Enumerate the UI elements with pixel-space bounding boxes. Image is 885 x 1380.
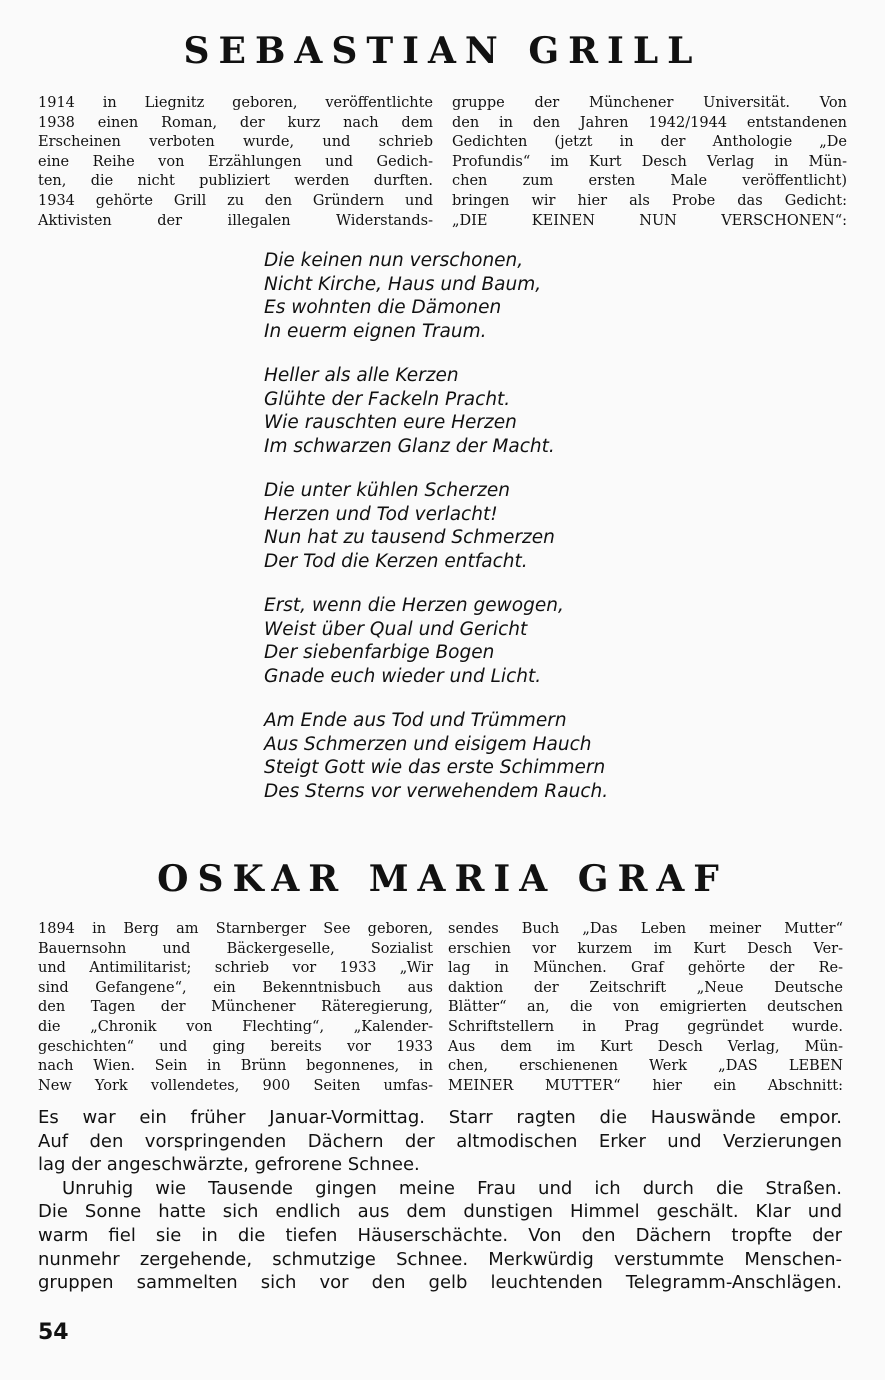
poem-line: Die unter kühlen Scherzen	[264, 480, 510, 501]
bio-line: erschien vor kurzem im Kurt Desch Ver-	[448, 940, 843, 957]
bio-line: chen, erschienenen Werk „DAS LEBEN	[448, 1058, 843, 1075]
bio-line: sendes Buch „Das Leben meiner Mutter“	[448, 921, 843, 937]
poem-stanza	[264, 594, 684, 688]
prose-line: nunmehr zergehende, schmutzige Schnee. Merkwürdig verstummte Menschen-	[38, 1248, 842, 1270]
poem-line: Die keinen nun verschonen,	[264, 250, 524, 271]
bio-left-column	[38, 920, 433, 1096]
bio-right-column	[452, 94, 847, 231]
bio-line: chen zum ersten Male veröffentlicht)	[452, 173, 847, 190]
bio-line: ten, die nicht publiziert werden durften.	[38, 173, 433, 190]
bio-line: Erscheinen verboten wurde, und schrieb	[38, 134, 433, 151]
prose-line: warm fiel sie in die tiefen Häuserschächte. Von den Dächern tropfte der	[38, 1224, 842, 1246]
bio-line: sind Gefangene“, ein Bekenntnisbuch aus	[38, 979, 433, 996]
bio-line: geschichten“ und ging bereits vor 1933	[38, 1038, 433, 1055]
bio-line: 1938 einen Roman, der kurz nach dem	[38, 114, 433, 131]
poem	[264, 249, 684, 824]
bio-line: eine Reihe von Erzählungen und Gedich-	[38, 153, 433, 170]
poem-line: Nun hat zu tausend Schmerzen	[264, 527, 555, 548]
bio-line: 1894 in Berg am Starnberger See geboren,	[38, 921, 433, 937]
prose-line: Die Sonne hatte sich endlich aus dem dunstigen Himmel geschält. Klar und	[38, 1201, 842, 1223]
poem-line: Es wohnten die Dämonen	[264, 297, 502, 318]
bio-line: gruppe der Münchener Universität. Von	[452, 95, 847, 111]
poem-line: Heller als alle Kerzen	[264, 365, 459, 386]
poem-line: Am Ende aus Tod und Trümmern	[264, 710, 567, 731]
poem-line: In euerm eignen Traum.	[264, 320, 487, 342]
poem-line: Glühte der Fackeln Pracht.	[264, 388, 511, 410]
bio-line: nach Wien. Sein in Brünn begonnenes, in	[38, 1058, 433, 1075]
poem-line: Der siebenfarbige Bogen	[264, 642, 495, 663]
poem-line: Steigt Gott wie das erste Schimmern	[264, 757, 606, 778]
poem-stanza	[264, 249, 684, 343]
bio-line: Aus dem im Kurt Desch Verlag, Mün-	[448, 1038, 843, 1055]
prose-line: lag der angeschwärzte, gefrorene Schnee.	[38, 1154, 420, 1176]
poem-stanza	[264, 364, 684, 458]
bio-right-column	[448, 920, 843, 1096]
bio-line: New York vollendetes, 900 Seiten umfas-	[38, 1077, 433, 1094]
author-heading-graf: OSKAR MARIA GRAF	[157, 858, 728, 900]
poem-line: Der Tod die Kerzen entfacht.	[264, 550, 528, 572]
bio-left-column	[38, 94, 433, 231]
bio-line: daktion der Zeitschrift „Neue Deutsche	[448, 979, 843, 996]
poem-stanza	[264, 479, 684, 573]
bio-line: Aktivisten der illegalen Widerstands-	[38, 212, 433, 229]
poem-line: Weist über Qual und Gericht	[264, 618, 528, 640]
author-bio-graf	[38, 920, 843, 1096]
bio-line: bringen wir hier als Probe das Gedicht:	[452, 192, 847, 209]
prose-line: Unruhig wie Tausende gingen meine Frau und ich durch die Straßen.	[62, 1177, 842, 1199]
bio-line: lag in München. Graf gehörte der Re-	[448, 960, 843, 977]
bio-line: und Antimilitarist; schrieb vor 1933 „Wir	[38, 960, 433, 977]
prose-line: Auf den vorspringenden Dächern der altmodischen Erker und Verzierungen	[38, 1130, 842, 1152]
bio-line: 1934 gehörte Grill zu den Gründern und	[38, 192, 433, 209]
poem-line: Im schwarzen Glanz der Macht.	[264, 435, 555, 457]
bio-line: „DIE KEINEN NUN VERSCHONEN“:	[452, 212, 847, 229]
bio-line: Profundis“ im Kurt Desch Verlag in Mün-	[452, 153, 847, 170]
author-heading-grill: SEBASTIAN GRILL	[183, 30, 702, 72]
poem-line: Gnade euch wieder und Licht.	[264, 665, 542, 687]
author-bio-grill	[38, 94, 847, 231]
poem-line: Aus Schmerzen und eisigem Hauch	[264, 733, 592, 755]
poem-line: Nicht Kirche, Haus und Baum,	[264, 273, 542, 295]
poem-line: Des Sterns vor verwehendem Rauch.	[264, 780, 609, 802]
poem-line: Erst, wenn die Herzen gewogen,	[264, 595, 564, 616]
bio-line: Blätter“ an, die von emigrierten deutschen	[448, 999, 843, 1016]
bio-line: MEINER MUTTER“ hier ein Abschnitt:	[448, 1077, 843, 1094]
prose-line: gruppen sammelten sich vor den gelb leuchtenden Telegramm-Anschlägen.	[38, 1272, 842, 1294]
poem-line: Herzen und Tod verlacht!	[264, 503, 498, 525]
poem-stanza	[264, 709, 684, 803]
bio-line: den Tagen der Münchener Räteregierung,	[38, 999, 433, 1016]
bio-line: die „Chronik von Flechting“, „Kalender-	[38, 1018, 433, 1035]
prose-line: Es war ein früher Januar-Vormittag. Starr ragten die Hauswände empor.	[38, 1107, 842, 1128]
bio-line: Gedichten (jetzt in der Anthologie „De	[452, 134, 847, 151]
page-number: 54	[38, 1320, 69, 1345]
bio-line: Bauernsohn und Bäckergeselle, Sozialist	[38, 940, 433, 957]
prose-excerpt	[38, 1106, 842, 1295]
bio-line: 1914 in Liegnitz geboren, veröffentlichte	[38, 95, 433, 111]
poem-line: Wie rauschten eure Herzen	[264, 412, 517, 433]
bio-line: Schriftstellern in Prag gegründet wurde.	[448, 1018, 843, 1035]
bio-line: den in den Jahren 1942/1944 entstandenen	[452, 114, 847, 131]
